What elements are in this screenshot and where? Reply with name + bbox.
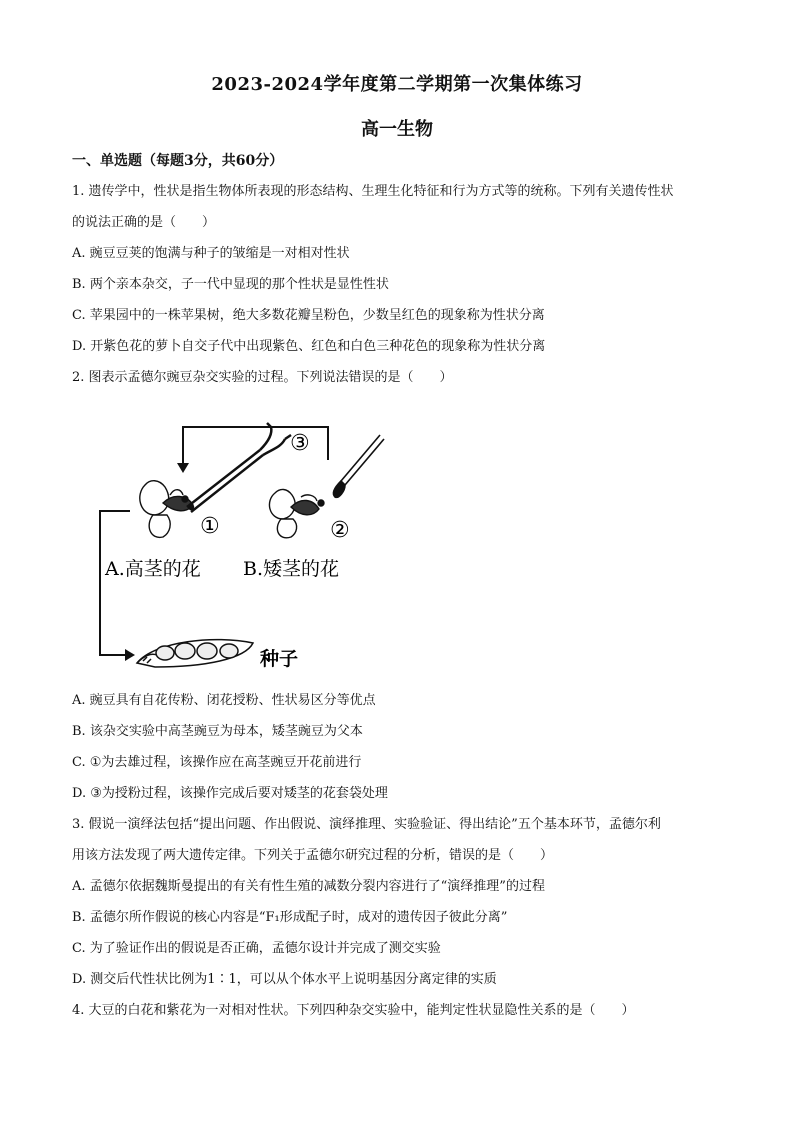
label-short-flower: B.矮茎的花	[243, 558, 340, 580]
q2-option-c: C. ①为去雄过程，该操作应在高茎豌豆开花前进行	[72, 755, 362, 770]
flower-b-icon	[269, 489, 324, 537]
q3-stem-line1: 3. 假说一演绎法包括“提出问题、作出假说、演绎推理、实验验证、得出结论”五个基本环节，孟德尔利	[72, 817, 661, 832]
q4-stem: 4. 大豆的白花和紫花为一对相对性状。下列四种杂交实验中，能判定性状显隐性关系的是（ ）	[72, 1003, 635, 1018]
exam-subject: 高一生物	[361, 119, 433, 140]
q3-option-d: D. 测交后代性状比例为1∶1，可以从个体水平上说明基因分离定律的实质	[72, 972, 497, 987]
q1-option-b: B. 两个亲本杂交，子一代中显现的那个性状是显性性状	[72, 277, 389, 292]
q3-option-b: B. 孟德尔所作假说的核心内容是“F₁形成配子时，成对的遗传因子彼此分离”	[72, 910, 508, 925]
q1-option-c: C. 苹果园中的一株苹果树，绝大多数花瓣呈粉色，少数呈红色的现象称为性状分离	[72, 308, 545, 323]
label-tall-flower: A.高茎的花	[105, 558, 201, 580]
flower-a-icon	[140, 481, 194, 538]
mark-3: ③	[290, 431, 310, 456]
exam-title: 2023-2024学年度第二学期第一次集体练习	[211, 74, 583, 95]
q3-stem-line2: 用该方法发现了两大遗传定律。下列关于孟德尔研究过程的分析，错误的是（ ）	[72, 848, 554, 863]
q2-option-b: B. 该杂交实验中高茎豌豆为母本，矮茎豌豆为父本	[72, 724, 363, 739]
q3-option-a: A. 孟德尔依据魏斯曼提出的有关有性生殖的减数分裂内容进行了“演绎推理”的过程	[72, 879, 545, 894]
q1-stem-line2: 的说法正确的是（ ）	[72, 215, 216, 230]
q1-stem-line1: 1. 遗传学中，性状是指生物体所表现的形态结构、生理生化特征和行为方式等的统称。下列有关遗传性状	[72, 184, 674, 199]
mark-2: ②	[330, 518, 350, 543]
q2-option-a: A. 豌豆具有自花传粉、闭花授粉、性状易区分等优点	[72, 693, 376, 708]
section-heading: 一、单选题（每题3分，共60分）	[72, 153, 284, 169]
brush-icon	[333, 435, 384, 497]
q1-option-d: D. 开紫色花的萝卜自交子代中出现紫色、红色和白色三种花色的现象称为性状分离	[72, 339, 546, 354]
label-seed: 种子	[260, 648, 299, 670]
q3-option-c: C. 为了验证作出的假说是否正确，孟德尔设计并完成了测交实验	[72, 941, 441, 956]
pea-cross-figure	[95, 415, 425, 675]
mark-1: ①	[200, 514, 220, 539]
q1-option-a: A. 豌豆豆荚的饱满与种子的皱缩是一对相对性状	[72, 246, 350, 261]
q2-option-d: D. ③为授粉过程，该操作完成后要对矮茎的花套袋处理	[72, 786, 388, 801]
seed-pod-icon	[137, 640, 253, 667]
q2-stem: 2. 图表示孟德尔豌豆杂交实验的过程。下列说法错误的是（ ）	[72, 370, 453, 385]
